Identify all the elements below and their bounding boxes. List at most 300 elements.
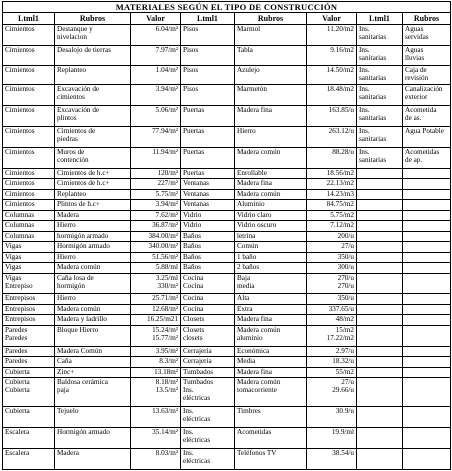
- cell-text: Extra: [237, 304, 253, 313]
- table-row: [3, 65, 451, 85]
- materials-table: [2, 1, 451, 470]
- cell-text: Madera: [57, 210, 79, 219]
- cell-ltml1-c: [357, 242, 403, 252]
- cell-text: hormigón armado: [57, 231, 109, 240]
- cell-text: Cerrajería: [183, 346, 212, 355]
- cell-valor-b: [307, 189, 357, 199]
- cell-text: Hormigón armado: [57, 428, 110, 437]
- cell-text: 3.25/ml: [155, 273, 178, 282]
- cell-rubros-c: [403, 45, 451, 65]
- cell-text: Entrepiso: [5, 281, 33, 290]
- cell-text: 77.94/m²: [152, 127, 178, 136]
- cell-ltml1-c: [357, 315, 403, 325]
- cell-text: 384.00/m²: [148, 231, 178, 240]
- cell-text: Cimientos: [5, 148, 35, 157]
- cell-valor-a: [131, 189, 181, 199]
- cell-valor-a: [131, 242, 181, 252]
- table-row: [3, 273, 451, 294]
- table-row: [3, 200, 451, 210]
- cell-ltml1-c: [357, 45, 403, 65]
- cell-rubros-b: [235, 179, 307, 189]
- cell-text: sanitarias: [359, 135, 387, 144]
- cell-text: Timbres: [237, 407, 261, 416]
- cell-text: Cerrajería: [183, 357, 212, 366]
- cell-ltml1-c: [357, 263, 403, 273]
- table-row: [3, 231, 451, 241]
- cell-valor-a: [131, 169, 181, 179]
- cell-text: Teléfonos TV: [237, 448, 277, 457]
- cell-valor-a: [131, 148, 181, 169]
- cell-ltml1-b: [181, 367, 235, 377]
- header-valor-b: Valor: [307, 13, 357, 25]
- cell-valor-a: [131, 231, 181, 241]
- cell-text: Cocina: [183, 273, 204, 282]
- cell-text: Ins.: [183, 428, 194, 437]
- cell-text: Cimientos: [5, 65, 35, 74]
- cell-rubros-c: [403, 221, 451, 231]
- header-ltml1-a: Ltml1: [3, 13, 55, 25]
- header-row: [3, 13, 451, 25]
- cell-text: 36.87/m²: [152, 221, 178, 230]
- cell-ltml1-a: [3, 407, 55, 428]
- table-row: [3, 407, 451, 428]
- cell-rubros-c: [403, 231, 451, 241]
- cell-ltml1-a: [3, 65, 55, 85]
- cell-text: 227/m²: [157, 179, 178, 188]
- cell-ltml1-b: [181, 169, 235, 179]
- cell-text: Cimientos de: [57, 127, 96, 136]
- cell-rubros-a: [55, 378, 131, 407]
- cell-text: Ins.: [359, 45, 370, 54]
- cell-text: Caña: [57, 357, 72, 366]
- cell-rubros-c: [403, 294, 451, 304]
- cell-rubros-b: [235, 357, 307, 367]
- cell-text: 2.97/u: [335, 346, 354, 355]
- cell-text: Económica: [237, 346, 270, 355]
- cell-text: 9.16/m2: [330, 45, 354, 54]
- cell-text: de as.: [405, 114, 422, 123]
- cell-text: Madera común: [237, 325, 281, 334]
- cell-text: sanitarias: [359, 33, 387, 41]
- cell-text: Ins.: [359, 106, 370, 115]
- cell-text: Hormigón armado: [57, 242, 110, 251]
- cell-text: Pisos: [183, 85, 199, 94]
- cell-rubros-c: [403, 242, 451, 252]
- cell-ltml1-b: [181, 315, 235, 325]
- cell-text: 15.77/m²: [152, 333, 178, 342]
- cell-rubros-c: [403, 273, 451, 294]
- cell-text: 7.12/m2: [330, 221, 354, 230]
- cell-rubros-c: [403, 148, 451, 169]
- cell-rubros-a: [55, 304, 131, 314]
- table-row: [3, 294, 451, 304]
- cell-text: 3.94/m²: [155, 85, 178, 94]
- cell-text: 350/u: [337, 252, 354, 261]
- cell-valor-b: [307, 231, 357, 241]
- table-row: [3, 127, 451, 148]
- cell-text: Acometidas: [237, 428, 272, 437]
- cell-rubros-b: [235, 448, 307, 469]
- cell-text: 7.62/m²: [155, 210, 178, 219]
- cell-text: sanitarias: [359, 53, 387, 62]
- cell-text: Ins.: [359, 25, 370, 33]
- table-row: [3, 263, 451, 273]
- header-valor-a: Valor: [131, 13, 181, 25]
- cell-text: eléctricas: [183, 436, 211, 445]
- cell-text: Madera: [57, 448, 79, 457]
- cell-text: revisión: [405, 73, 429, 82]
- cell-rubros-a: [55, 242, 131, 252]
- cell-text: 48/m2: [335, 315, 354, 324]
- cell-ltml1-a: [3, 200, 55, 210]
- cell-text: 35.14/m²: [152, 428, 178, 437]
- cell-text: Baja: [237, 273, 251, 282]
- cell-ltml1-b: [181, 325, 235, 346]
- cell-text: 2 baños: [237, 263, 260, 272]
- cell-ltml1-c: [357, 407, 403, 428]
- cell-valor-b: [307, 148, 357, 169]
- cell-rubros-b: [235, 273, 307, 294]
- cell-text: Muros de: [57, 148, 85, 157]
- cell-text: 18.56/m2: [326, 169, 354, 178]
- cell-ltml1-b: [181, 448, 235, 469]
- table-row: [3, 346, 451, 356]
- cell-ltml1-a: [3, 221, 55, 231]
- cell-valor-b: [307, 179, 357, 189]
- cell-valor-b: [307, 45, 357, 65]
- table-row: [3, 179, 451, 189]
- cell-text: Baños: [183, 263, 201, 272]
- cell-ltml1-c: [357, 357, 403, 367]
- cell-text: Madera común: [237, 378, 281, 387]
- cell-ltml1-a: [3, 127, 55, 148]
- cell-ltml1-a: [3, 315, 55, 325]
- cell-text: Puertas: [183, 148, 205, 157]
- cell-valor-a: [131, 65, 181, 85]
- table-row: [3, 45, 451, 65]
- cell-text: Plintos de h.c+: [57, 200, 100, 209]
- cell-text: Ins.: [359, 127, 370, 136]
- cell-ltml1-b: [181, 189, 235, 199]
- cell-ltml1-c: [357, 148, 403, 169]
- cell-rubros-a: [55, 357, 131, 367]
- cell-text: 84.75/m2: [326, 200, 354, 209]
- cell-ltml1-a: [3, 448, 55, 469]
- cell-rubros-b: [235, 252, 307, 262]
- cell-text: servidas: [405, 33, 429, 41]
- cell-text: Tabla: [237, 45, 253, 54]
- cell-text: eléctricas: [183, 456, 211, 465]
- cell-text: 55/m2: [335, 367, 354, 376]
- cell-text: sanitarias: [359, 156, 387, 165]
- cell-valor-b: [307, 273, 357, 294]
- table-row: [3, 189, 451, 199]
- cell-text: contención: [57, 156, 89, 165]
- cell-ltml1-b: [181, 221, 235, 231]
- cell-ltml1-a: [3, 367, 55, 377]
- table-row: [3, 315, 451, 325]
- cell-text: Cimientos: [5, 45, 35, 54]
- cell-text: Pisos: [183, 65, 199, 74]
- cell-text: Ins.: [183, 448, 194, 457]
- cell-valor-a: [131, 315, 181, 325]
- cell-text: 1 baño: [237, 252, 257, 261]
- cell-valor-a: [131, 25, 181, 46]
- cell-ltml1-a: [3, 273, 55, 294]
- cell-text: 263.12/u: [328, 127, 354, 136]
- table-row: [3, 252, 451, 262]
- cell-text: Replanteo: [57, 189, 87, 198]
- cell-text: 17.22/m2: [326, 333, 354, 342]
- cell-valor-a: [131, 378, 181, 407]
- cell-rubros-a: [55, 325, 131, 346]
- cell-text: 13.63/m²: [152, 407, 178, 416]
- cell-text: tomacorriente: [237, 386, 277, 395]
- cell-text: Cubierta: [5, 367, 30, 376]
- cell-text: Cubierta: [5, 386, 30, 395]
- cell-ltml1-c: [357, 221, 403, 231]
- cell-text: sanitarias: [359, 93, 387, 102]
- cell-text: 15.24/m²: [152, 325, 178, 334]
- cell-text: 3.95/m²: [155, 346, 178, 355]
- cell-rubros-c: [403, 357, 451, 367]
- cell-text: Ins.: [183, 407, 194, 416]
- table-body: [3, 25, 451, 470]
- cell-valor-a: [131, 357, 181, 367]
- cell-text: Bloque Hierro: [57, 325, 99, 334]
- cell-text: Destanque y: [57, 25, 93, 33]
- cell-rubros-c: [403, 315, 451, 325]
- cell-text: Escalera: [5, 428, 30, 437]
- cell-ltml1-b: [181, 428, 235, 449]
- cell-text: Cimientos: [5, 85, 35, 94]
- cell-text: Aluminio: [237, 200, 265, 209]
- cell-text: 13.18m²: [154, 367, 178, 376]
- cell-rubros-c: [403, 407, 451, 428]
- cell-text: Cimientos de h.c+: [57, 169, 110, 178]
- cell-text: 350/u: [337, 294, 354, 303]
- cell-rubros-a: [55, 294, 131, 304]
- cell-text: Pisos: [183, 45, 199, 54]
- cell-ltml1-a: [3, 189, 55, 199]
- cell-ltml1-a: [3, 169, 55, 179]
- cell-text: 8.18/m²: [155, 378, 178, 387]
- cell-text: 14.50/m2: [326, 65, 354, 74]
- cell-rubros-b: [235, 242, 307, 252]
- cell-ltml1-b: [181, 25, 235, 46]
- cell-valor-b: [307, 304, 357, 314]
- cell-ltml1-b: [181, 378, 235, 407]
- cell-text: Vigas: [5, 242, 22, 251]
- cell-ltml1-a: [3, 45, 55, 65]
- cell-text: de ap.: [405, 156, 423, 165]
- cell-rubros-c: [403, 179, 451, 189]
- cell-rubros-c: [403, 346, 451, 356]
- cell-text: Replanteo: [57, 65, 87, 74]
- cell-text: 5.06/m²: [155, 106, 178, 115]
- cell-valor-b: [307, 242, 357, 252]
- cell-valor-a: [131, 304, 181, 314]
- header-rubros-c: Rubros: [403, 13, 451, 25]
- cell-ltml1-a: [3, 85, 55, 106]
- cell-rubros-c: [403, 378, 451, 407]
- cell-valor-a: [131, 200, 181, 210]
- cell-text: 120/m²: [157, 169, 178, 178]
- cell-text: Cimientos: [5, 127, 35, 136]
- cell-rubros-c: [403, 263, 451, 273]
- cell-text: Vigas: [5, 252, 22, 261]
- cell-rubros-b: [235, 169, 307, 179]
- cell-rubros-c: [403, 210, 451, 220]
- cell-ltml1-a: [3, 346, 55, 356]
- cell-text: Vidrio: [183, 221, 202, 230]
- table-row: [3, 357, 451, 367]
- cell-valor-a: [131, 106, 181, 127]
- table-row: [3, 25, 451, 46]
- cell-text: Entrepisos: [5, 294, 36, 303]
- cell-valor-b: [307, 448, 357, 469]
- cell-text: 11.94/m²: [152, 148, 178, 157]
- cell-valor-b: [307, 428, 357, 449]
- header-rubros-b: Rubros: [235, 13, 307, 25]
- cell-ltml1-a: [3, 325, 55, 346]
- header-ltml1-c: Ltml1: [357, 13, 403, 25]
- header-rubros-a: Rubros: [55, 13, 131, 25]
- cell-ltml1-a: [3, 179, 55, 189]
- cell-valor-a: [131, 325, 181, 346]
- cell-ltml1-a: [3, 25, 55, 46]
- cell-text: sanitarias: [359, 73, 387, 82]
- cell-ltml1-b: [181, 242, 235, 252]
- cell-ltml1-b: [181, 273, 235, 294]
- table-row: [3, 325, 451, 346]
- cell-ltml1-b: [181, 346, 235, 356]
- cell-text: 11.20/m2: [326, 25, 354, 33]
- cell-rubros-c: [403, 325, 451, 346]
- cell-valor-a: [131, 45, 181, 65]
- cell-text: Aguas: [405, 45, 424, 54]
- cell-text: Marmol: [237, 25, 261, 33]
- cell-valor-b: [307, 65, 357, 85]
- cell-rubros-b: [235, 378, 307, 407]
- cell-ltml1-a: [3, 252, 55, 262]
- cell-ltml1-a: [3, 378, 55, 407]
- cell-rubros-b: [235, 127, 307, 148]
- cell-ltml1-a: [3, 242, 55, 252]
- cell-text: Columnas: [5, 231, 35, 240]
- cell-valor-b: [307, 127, 357, 148]
- cell-rubros-a: [55, 263, 131, 273]
- cell-text: Ventanas: [183, 189, 209, 198]
- cell-text: 27/u: [341, 378, 354, 387]
- cell-text: Caña losa de: [57, 273, 94, 282]
- cell-text: Escalera: [5, 448, 30, 457]
- cell-text: Ins.: [183, 386, 194, 395]
- cell-text: 1.04/m²: [155, 65, 178, 74]
- table-title: MATERIALES SEGÚN EL TIPO DE CONSTRUCCIÓN: [3, 2, 451, 13]
- cell-text: Vigas: [5, 263, 22, 272]
- cell-text: 16.25/m21: [147, 315, 178, 324]
- cell-text: Hierro: [237, 127, 256, 136]
- cell-text: Cimientos: [5, 106, 35, 115]
- cell-text: hormigón: [57, 281, 85, 290]
- cell-text: Media: [237, 357, 256, 366]
- cell-valor-b: [307, 346, 357, 356]
- cell-text: 51.56/m²: [152, 252, 178, 261]
- table-row: [3, 304, 451, 314]
- cell-text: eléctricas: [183, 394, 211, 403]
- cell-text: 330/m²: [157, 281, 178, 290]
- cell-rubros-b: [235, 200, 307, 210]
- cell-rubros-a: [55, 127, 131, 148]
- cell-valor-b: [307, 252, 357, 262]
- cell-text: Acometida: [405, 106, 437, 115]
- cell-text: Cimientos: [5, 179, 35, 188]
- cell-ltml1-a: [3, 263, 55, 273]
- cell-text: Entrepisos: [5, 304, 36, 313]
- cell-text: Enrollable: [237, 169, 267, 178]
- cell-text: 15/m2: [335, 325, 354, 334]
- cell-text: Paredes: [5, 325, 28, 334]
- cell-ltml1-c: [357, 189, 403, 199]
- cell-text: Cimientos: [5, 169, 35, 178]
- table-row: [3, 428, 451, 449]
- cell-rubros-c: [403, 367, 451, 377]
- cell-ltml1-c: [357, 378, 403, 407]
- cell-rubros-c: [403, 252, 451, 262]
- cell-ltml1-c: [357, 106, 403, 127]
- cell-text: Madera común: [237, 148, 281, 157]
- cell-text: Columnas: [5, 210, 35, 219]
- cell-text: Vigas: [5, 273, 22, 282]
- cell-rubros-b: [235, 148, 307, 169]
- cell-ltml1-b: [181, 85, 235, 106]
- cell-text: 200/u: [337, 231, 354, 240]
- cell-text: 340.00/m²: [148, 242, 178, 251]
- cell-text: piedras: [57, 135, 78, 144]
- cell-rubros-c: [403, 127, 451, 148]
- cell-text: Caja de: [405, 65, 427, 74]
- cell-ltml1-c: [357, 127, 403, 148]
- cell-ltml1-c: [357, 210, 403, 220]
- cell-text: Excavación de: [57, 85, 100, 94]
- cell-valor-b: [307, 407, 357, 428]
- cell-ltml1-b: [181, 127, 235, 148]
- cell-text: Madera común: [237, 189, 281, 198]
- cell-text: Desalojo de tierras: [57, 45, 111, 54]
- cell-text: Tumbados: [183, 367, 214, 376]
- cell-valor-b: [307, 294, 357, 304]
- cell-text: 5.75/m²: [155, 189, 178, 198]
- cell-rubros-c: [403, 106, 451, 127]
- cell-rubros-b: [235, 346, 307, 356]
- cell-ltml1-a: [3, 304, 55, 314]
- cell-rubros-b: [235, 325, 307, 346]
- cell-ltml1-c: [357, 252, 403, 262]
- cell-rubros-c: [403, 65, 451, 85]
- cell-rubros-a: [55, 367, 131, 377]
- cell-ltml1-b: [181, 407, 235, 428]
- cell-ltml1-b: [181, 252, 235, 262]
- cell-ltml1-c: [357, 169, 403, 179]
- cell-rubros-a: [55, 346, 131, 356]
- cell-ltml1-a: [3, 428, 55, 449]
- cell-text: 270/u: [337, 273, 354, 282]
- cell-rubros-a: [55, 148, 131, 169]
- cell-text: Cocina: [183, 304, 204, 313]
- cell-rubros-a: [55, 25, 131, 46]
- cell-ltml1-a: [3, 106, 55, 127]
